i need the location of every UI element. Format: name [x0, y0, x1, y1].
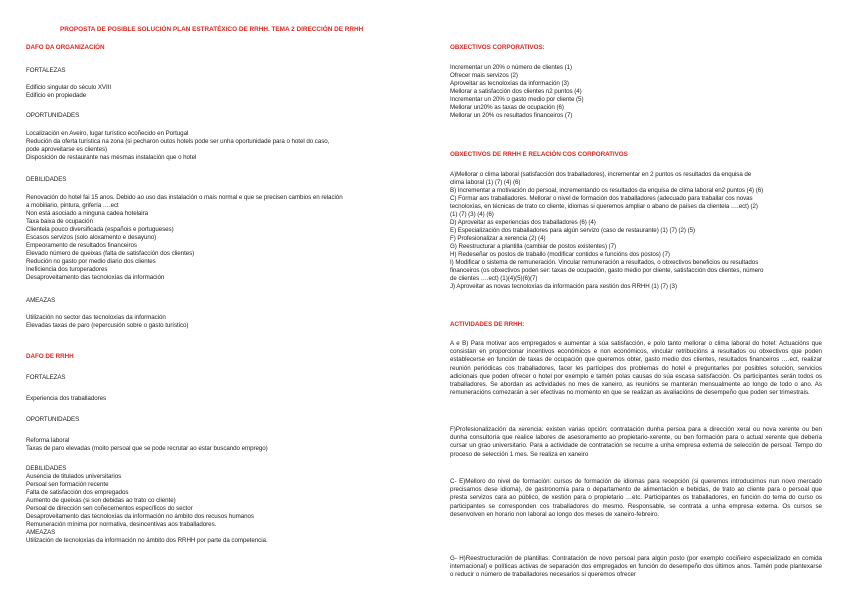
paragraph-reestructuracion: G- H)Reestructuración de plantillas: Contratación de novo persoal para algún posto (por exemplo cociñeiro especializado en comida internacional) e políticas activas de separación dos empregados en función do desempeño dos últimos anos. Tamén pode plantexarse o reducir o número de traballadores necesarios si queremos ofrecer [450, 555, 822, 579]
list-item: (1) (7) (3) (4) (6) [450, 211, 494, 218]
list-item: Edificio singular do século XVIII [26, 84, 112, 91]
list-item: Localización en Aveiro, lugar turístico ecoñecido en Portugal [26, 130, 189, 137]
list-item: Redución da oferta turística na zona (si pecharon outos hotels pode ser unha oportunidade para o hotel do caso, [26, 138, 330, 145]
list-item: Experiencia dos traballadores [26, 395, 107, 402]
list-item: Aumento de queixas (si son debidas ao trato co cliente) [26, 497, 176, 504]
obj-corp-heading: OBXECTIVOS CORPORATIVOS: [450, 44, 545, 51]
list-item: C) Formar aos traballadores. Mellorar o nivel de formación dos traballadores (adecuado para traballar cos novas [450, 195, 753, 202]
ameazas2-label: AMEAZAS [26, 529, 56, 536]
list-item: Falta de satisfacción dos empregados [26, 489, 129, 496]
debilidades-label: DEBILIDADES [26, 176, 67, 183]
list-item: Non está asociado a ninguna cadea hotelaira [26, 210, 149, 217]
list-item: D) Aproveitar as experiencias dos traballadores (6) (4) [450, 219, 596, 226]
list-item: A)Mellorar o clima laboral (satisfacción dos traballadores), incrementar en 2 puntos os resultados da enquisa de [450, 171, 752, 178]
list-item: Persoal de dirección sen coñecementos específicos do sector [26, 505, 193, 512]
list-item: Desaproveitamento das tecnoloxías da información [26, 274, 165, 281]
list-item: G) Reestructurar a plantilla (cambiar de postos existentes) (7) [450, 243, 617, 250]
list-item: de clientes ….ect) (1)(4)(5)(6)(7) [450, 275, 538, 282]
list-item: Taxa baixa de ocupación [26, 218, 93, 225]
list-item: Elevadas taxas de paro (repercusión sobre o gasto turístico) [26, 322, 189, 329]
list-item: J) Aproveitar as novas tecnoloxías da información para xestión dos RRHH (1) (7) (3) [450, 283, 677, 290]
list-item: financeiros (os obxectivos poden ser: taxas de ocupación, gasto medio por cliente, satisfacción dos clientes, número [450, 267, 764, 274]
list-item: Aproveitar as tecnoloxías da información (3) [450, 80, 569, 87]
list-item: Mellorar un 20% os resultados financeiros (7) [450, 112, 573, 119]
list-item: tecnoloxías, en técnicas de trato co cliente, idiomas si queremos ampliar o abano de países da clientela ….ect) (2) [450, 203, 758, 210]
list-item: Reforma laboral [26, 437, 70, 444]
list-item: F) Profesionalizar a xerencia (2) (4) [450, 235, 546, 242]
list-item: Taxas de paro elevadas (moito persoal que se pode recrutar ao estar buscando emprego) [26, 445, 268, 452]
list-item: Desaproveitamento das tecnoloxías da información no ámbito dos recusos humanos [26, 513, 254, 520]
list-item: Ausencia de titulados universitarios [26, 473, 122, 480]
list-item: Mellorar a satisfacción dos clientes n2 puntos (4) [450, 88, 582, 95]
list-item: Edificio en propiedade [26, 92, 87, 99]
list-item: Clientela pouco diversificada (españois e portugueses) [26, 226, 174, 233]
list-item: Elevado número de queixas (falta de satisfacción dos clientes) [26, 250, 195, 257]
dafo-org-heading: DAFO DA ORGANIZACIÓN [26, 44, 105, 51]
obj-rrhh-heading: OBXECTIVOS DE RRHH E RELACIÓN COS CORPORATIVOS [450, 151, 628, 158]
list-item: Redución no gasto por medio diario dos clientes [26, 258, 156, 265]
list-item: Utilización no sector das tecnoloxías da información [26, 314, 166, 321]
list-item: E) Especialización dos traballadores para algún servizo (caso de restaurante) (1) (7) (2) (5) [450, 227, 696, 234]
list-item: Disposición de restaurante nas mesmas instalación que o hotel [26, 154, 197, 161]
list-item: I) Modificar o sistema de remuneración. Vincular remuneración a resultados, o obxectivos beneficios ou resultados [450, 259, 759, 266]
list-item: Persoal sen formación recente [26, 481, 109, 488]
list-item: a mobiliario, pintura, grifería ….ect [26, 202, 119, 209]
actividades-heading: ACTIVIDADES DE RRHH: [450, 321, 525, 328]
document-title: PROPOSTA DE POSIBLE SOLUCIÓN PLAN ESTRATÉXICO DE RRHH. TEMA 2 DIRECCIÓN DE RRHH [60, 26, 364, 33]
list-item: Escasos servizos (solo aloxamento e desayuno) [26, 234, 157, 241]
list-item: Mellorar un20% as taxas de ocupación (6) [450, 104, 564, 111]
list-item: Empeoramento de resultados financeiros [26, 242, 137, 249]
list-item: Renovación do hotel fai 15 anos. Debido ao uso das instalación o mais normal e que se precisen cambios en relación [26, 194, 343, 201]
fortalezas-label: FORTALEZAS [26, 67, 66, 74]
oportunidades-label: OPORTUNIDADES [26, 112, 80, 119]
list-item: pode aproveitarse es clientes) [26, 146, 108, 153]
paragraph-xerencia: F)Profesionalización da xerencia: existen varias opción: contratación dunha persoa para a dirección xeral ou nova xerente ou ben dunha consultoría que realice labores de asesoramento ao propietario-xerente, ou ben formación para o actual xerente que debería cursar un grao universitario. Para a actividade de contratación se recurre a unha empresa externa de selección de persoal. Tempo do proceso de selección 1 mes. Se realiza en xaneiro [450, 426, 822, 458]
paragraph-formacion: C- E)Melloro do nivel de formación: cursos de formación de idiomas para recepción (si queremos introducirnos nun novo mercado precisamos dese idioma), de gastronomía para o departamento de alimentación e bebidas, de trato ao cliente para o persoal que presta servizos cara ao público, de xestión para o propietario …etc. Participantes os traballadores, en función do tema do curso os participantes se corresponden cos traballadores do mesmo. Responsable, se contrata a unha empresa externa. Os cursos se desenvolven en horario non laboral ao longo dos meses de xaneiro-febreiro. [450, 478, 822, 518]
oportunidades2-label: OPORTUNIDADES [26, 416, 80, 423]
list-item: Remuneración mínima por normativa, desincentivas aos traballadores. [26, 521, 217, 528]
list-item: B) Incrementar a motivación do persoal, incrementando os resultados da enquisa de clima laboral en2 puntos (4) (6) [450, 187, 764, 194]
list-item: Utilización de tecnoloxías da información no ámbito dos RRHH por parte da competencia. [26, 537, 268, 544]
debilidades2-label: DEBILIDADES [26, 465, 67, 472]
list-item: Incrementar un 20% o gasto medio por cliente (5) [450, 96, 584, 103]
list-item: H) Redeseñar os postos de traballo (modificar contidos e funcións dos postos) (7) [450, 251, 670, 258]
paragraph-motivation: A e B) Para motivar aos empregados e aumentar a súa satisfacción, e polo tanto mellorar o clima laboral do hotel: Actuacións que consistan en proporcionar incentivos económicos e non económicos, vincular retribucións a resultados ou obxectivos que poden establecerse en función de taxas de ocupación que queremos obter, gasto medio dos clientes, resultados financeiros ….ect, realizar reunión periódicas cos traballadores, facer les partícipes dos problemas do hotel e preguntarles por posibles solución, servicios adicionais que poden ofrecer o hotel por exemplo e tamén polas causas do súa escasa satisfacción. Os participantes serán todos os traballadores. Se abordan as actividades no mes de xaneiro, as reunións se manterán mensualmente ao longo de todo o ano. As remuneracións comezarán a ser efectivas no momento en que se realizan as avaliacións de desempeño que poden ser trimestrais. [450, 340, 822, 397]
list-item: Incrementar un 20% o número de clientes (1) [450, 64, 573, 71]
fortalezas2-label: FORTALEZAS [26, 374, 66, 381]
list-item: Ineficiencia dos turoperadores [26, 266, 108, 273]
ameazas-label: AMEAZAS [26, 297, 56, 304]
list-item: clima laboral (1) (7) (4) (6) [450, 179, 521, 186]
list-item: Ofrecer mais servizos (2) [450, 72, 518, 79]
dafo-rrhh-heading: DAFO DE RRHH [26, 353, 74, 360]
